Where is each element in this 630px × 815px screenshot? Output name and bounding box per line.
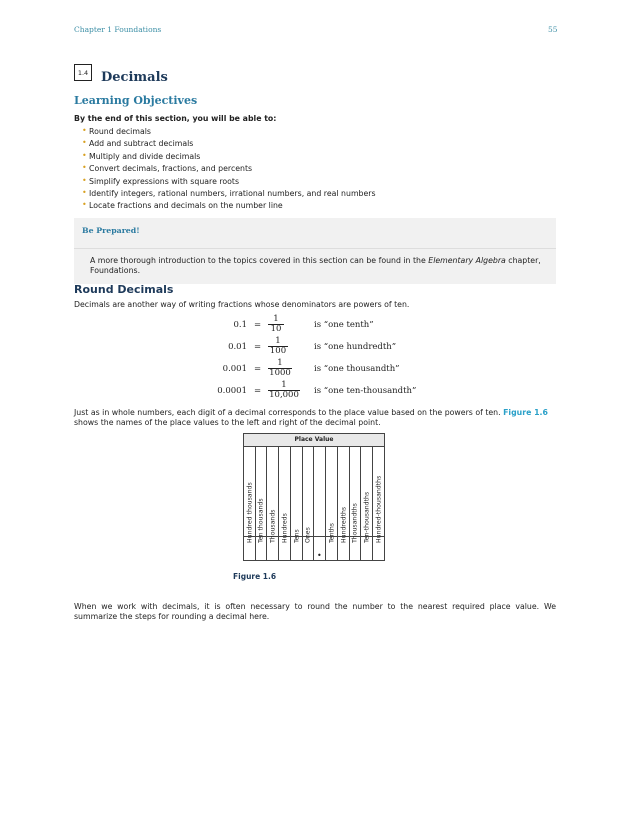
fraction: 1 1000 bbox=[269, 358, 291, 378]
figure-caption: Figure 1.6 bbox=[233, 572, 277, 581]
column-hundred-thousandths: Hundred-thousandths bbox=[375, 475, 382, 543]
objective-item: • Multiply and divide decimals bbox=[82, 150, 201, 161]
equation-decimal: 0.001 bbox=[222, 364, 247, 374]
equation-decimal: 0.1 bbox=[233, 320, 247, 330]
objectives-heading: Learning Objectives bbox=[74, 94, 198, 107]
objective-item: • Locate fractions and decimals on the number line bbox=[82, 200, 283, 211]
be-prepared-title: Be Prepared! bbox=[82, 226, 140, 235]
bullet-icon: • bbox=[82, 163, 87, 173]
equation-decimal: 0.0001 bbox=[217, 386, 247, 396]
rounding-paragraph: When we work with decimals, it is often necessary to round the number to the nearest required place value. We summarize the steps for rounding a decimal here. bbox=[74, 602, 556, 621]
column-ones: Ones bbox=[303, 447, 314, 561]
bullet-icon: • bbox=[82, 126, 87, 135]
column-decimal-point bbox=[314, 447, 326, 561]
bullet-icon: • bbox=[82, 138, 87, 148]
running-header-chapter: Chapter 1 Foundations bbox=[74, 25, 162, 34]
bullet-icon: • bbox=[82, 175, 87, 185]
bullet-icon: • bbox=[82, 150, 87, 160]
place-value-paragraph: Just as in whole numbers, each digit of a decimal corresponds to the place value based on the powers of ten. Figure 1.6 shows the names of the place values to the left and right of the decimal point. bbox=[74, 408, 548, 427]
column-thousands: Thousands bbox=[267, 447, 279, 561]
place-value-header: Place Value bbox=[244, 434, 384, 447]
bullet-icon: • bbox=[82, 200, 87, 210]
equation-description: is “one thousandth” bbox=[314, 364, 400, 374]
equation-row bbox=[0, 380, 630, 402]
equation-description: is “one tenth” bbox=[314, 320, 374, 330]
fraction: 1 100 bbox=[269, 336, 287, 356]
fraction: 1 10 bbox=[268, 315, 284, 334]
objectives-list bbox=[74, 127, 554, 214]
column-thousandths: Thousandths bbox=[350, 447, 361, 561]
place-value-table bbox=[243, 433, 385, 561]
figure-link[interactable]: Figure 1.6 bbox=[503, 408, 548, 417]
equation-row bbox=[0, 358, 630, 380]
equation-description: is “one ten-thousandth” bbox=[314, 386, 417, 396]
bullet-icon: • bbox=[82, 187, 87, 197]
column-hundred-thousands: Hundred thousands bbox=[244, 447, 256, 561]
section-number-box: 1.4 bbox=[74, 64, 92, 81]
objective-item: • Add and subtract decimals bbox=[82, 138, 194, 149]
column-hundredths: Hundredths bbox=[338, 447, 350, 561]
book-title: Elementary Algebra bbox=[428, 256, 506, 265]
objectives-intro: By the end of this section, you will be able to: bbox=[74, 114, 277, 123]
equation-decimal: 0.01 bbox=[228, 342, 247, 352]
objective-item: • Round decimals bbox=[82, 126, 151, 136]
section-title: Decimals bbox=[101, 70, 168, 85]
be-prepared-divider bbox=[74, 248, 556, 249]
objective-item: • Simplify expressions with square roots bbox=[82, 175, 240, 186]
decimal-point: • bbox=[317, 551, 322, 560]
equals-sign: = bbox=[254, 320, 262, 330]
fraction: 1 10,000 bbox=[269, 380, 299, 400]
decimal-equations bbox=[0, 314, 630, 404]
equals-sign: = bbox=[254, 386, 262, 396]
column-hundreds: Hundreds bbox=[279, 447, 291, 561]
objective-item: • Identify integers, rational numbers, irrational numbers, and real numbers bbox=[82, 187, 376, 198]
column-tenths: Tenths bbox=[326, 447, 338, 561]
be-prepared-text: A more thorough introduction to the topics covered in this section can be found in the Elementary Algebra chapter, Foundations. bbox=[90, 256, 541, 276]
column-ten-thousands: Ten thousands bbox=[256, 447, 267, 561]
column-tens: Tens bbox=[291, 447, 303, 561]
equation-description: is “one hundredth” bbox=[314, 342, 397, 352]
round-decimals-heading: Round Decimals bbox=[74, 283, 174, 296]
page-number: 55 bbox=[548, 25, 558, 34]
equals-sign: = bbox=[254, 342, 262, 352]
equals-sign: = bbox=[254, 364, 262, 374]
column-ten-thousandths: Ten-thousandths bbox=[361, 447, 373, 561]
objective-item: • Convert decimals, fractions, and percents bbox=[82, 163, 253, 174]
equation-row bbox=[0, 314, 630, 336]
round-intro: Decimals are another way of writing fractions whose denominators are powers of ten. bbox=[74, 300, 410, 309]
equation-row bbox=[0, 336, 630, 358]
